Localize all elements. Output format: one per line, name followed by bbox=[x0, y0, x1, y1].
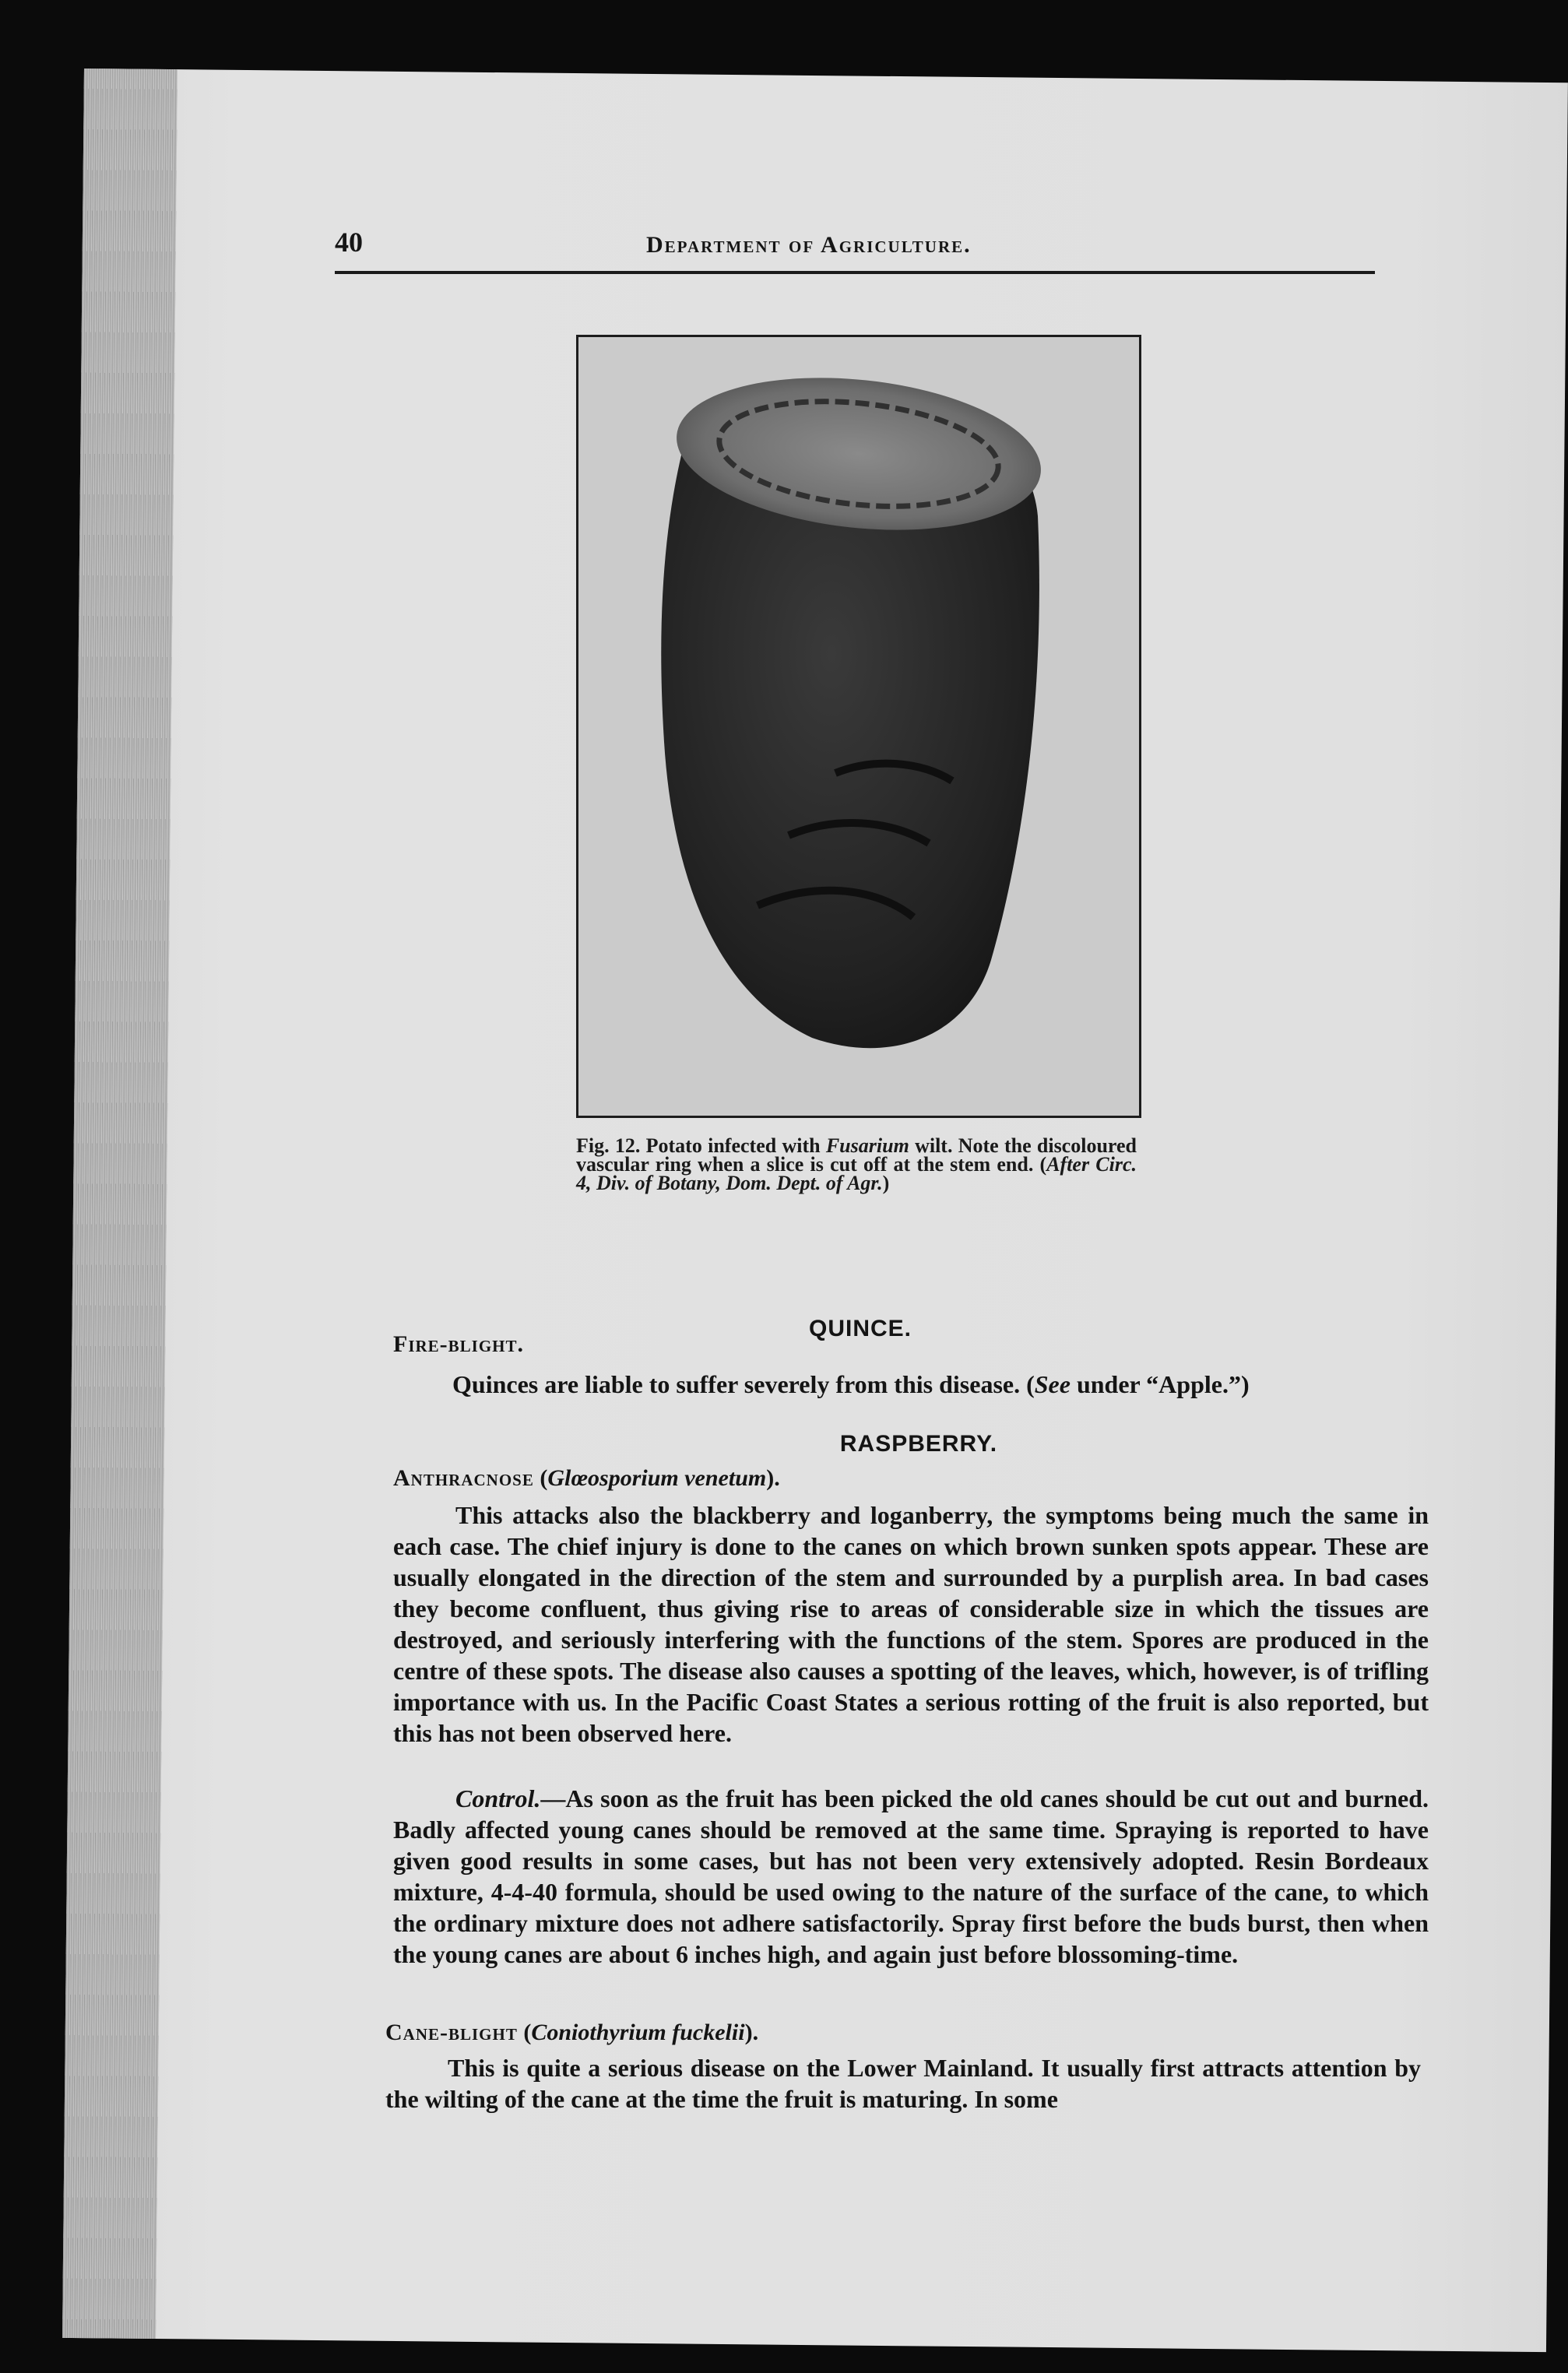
caption-italic-2: After Circ. 4, Div. of Botany, Dom. Dept. of Agr. bbox=[576, 1153, 1137, 1194]
quince-heading: QUINCE. bbox=[808, 1316, 912, 1341]
book-spine-edge bbox=[62, 69, 178, 2339]
quince-para-tail-open: ( bbox=[1026, 1370, 1035, 1398]
quince-para-see: See bbox=[1034, 1370, 1071, 1398]
running-head-title: Department of Agriculture. bbox=[646, 232, 972, 258]
cane-blight-paragraph: This is quite a serious disease on the Lower Mainland. It usually first attracts attention by the wilting of the cane at the time the fruit is maturing. In some bbox=[385, 2054, 1421, 2113]
cane-blight-line: Cane-blight (Coniothyrium fuckelii). bbox=[385, 2020, 759, 2045]
quince-para-text: Quinces are liable to suffer severely from this disease. bbox=[452, 1370, 1021, 1398]
figure-caption bbox=[576, 1134, 1137, 1194]
quince-subheading: Fire-blight. bbox=[393, 1331, 525, 1357]
caption-prefix: Fig. 12. bbox=[576, 1134, 641, 1157]
quince-para-tail: under “Apple.”) bbox=[1070, 1370, 1250, 1398]
control-label: Control. bbox=[455, 1784, 541, 1812]
anthracnose-label: Anthracnose bbox=[393, 1465, 534, 1491]
cane-blight-scientific-name: Coniothyrium fuckelii bbox=[531, 2020, 745, 2045]
running-head bbox=[335, 226, 1394, 272]
anthracnose-paragraph: This attacks also the blackberry and loganberry, the symptoms being much the same in each case. The chief injury is done to the canes on which brown sunken spots appear. These are usually elongated in the direction of the stem and surrounded by a purplish area. In bad cases they become confluent, thus giving rise to areas of considerable size in which the tissues are destroyed, and seriously interfering with the functions of the stem. Spores are produced in the centre of these spots. The disease also causes a spotting of the leaves, which, however, is of trifling importance with us. In the Pacific Coast States a serious rotting of the fruit is also reported, but this has not been observed here. bbox=[393, 1501, 1429, 1747]
caption-italic-1: Fusarium bbox=[825, 1134, 909, 1157]
caption-text-2: wilt. Note the discoloured vascular ring when a slice is cut off at the stem end. ( bbox=[576, 1134, 1137, 1176]
anthracnose-scientific-name: Glœosporium venetum bbox=[547, 1465, 767, 1491]
caption-text-1: Potato infected with bbox=[640, 1134, 826, 1157]
cane-blight-label: Cane-blight bbox=[385, 2020, 518, 2045]
header-rule bbox=[335, 271, 1375, 274]
control-paragraph bbox=[393, 1783, 1429, 1970]
page-number: 40 bbox=[335, 227, 363, 258]
figure-photo bbox=[576, 335, 1141, 1118]
raspberry-heading: RASPBERRY. bbox=[839, 1431, 998, 1457]
control-text: —As soon as the fruit has been picked the old canes should be cut out and burned. Badly affected young canes should be removed at the same time. Spraying is reported to have given good results in some cases, but has not been very extensively adopted. Resin Bordeaux mixture, 4-4-40 formula, should be used owing to the nature of the surface of the cane, to which the ordinary mixture does not adhere satisfactorily. Spray first before the buds burst, then when the young canes are about 6 inches high, and again just before blossoming-time. bbox=[393, 1784, 1429, 1968]
caption-text-3: ) bbox=[882, 1172, 890, 1194]
anthracnose-line: Anthracnose (Glœosporium venetum). bbox=[393, 1465, 780, 1491]
quince-paragraph bbox=[393, 1369, 1405, 1400]
potato-photo-illustration bbox=[578, 337, 1139, 1116]
